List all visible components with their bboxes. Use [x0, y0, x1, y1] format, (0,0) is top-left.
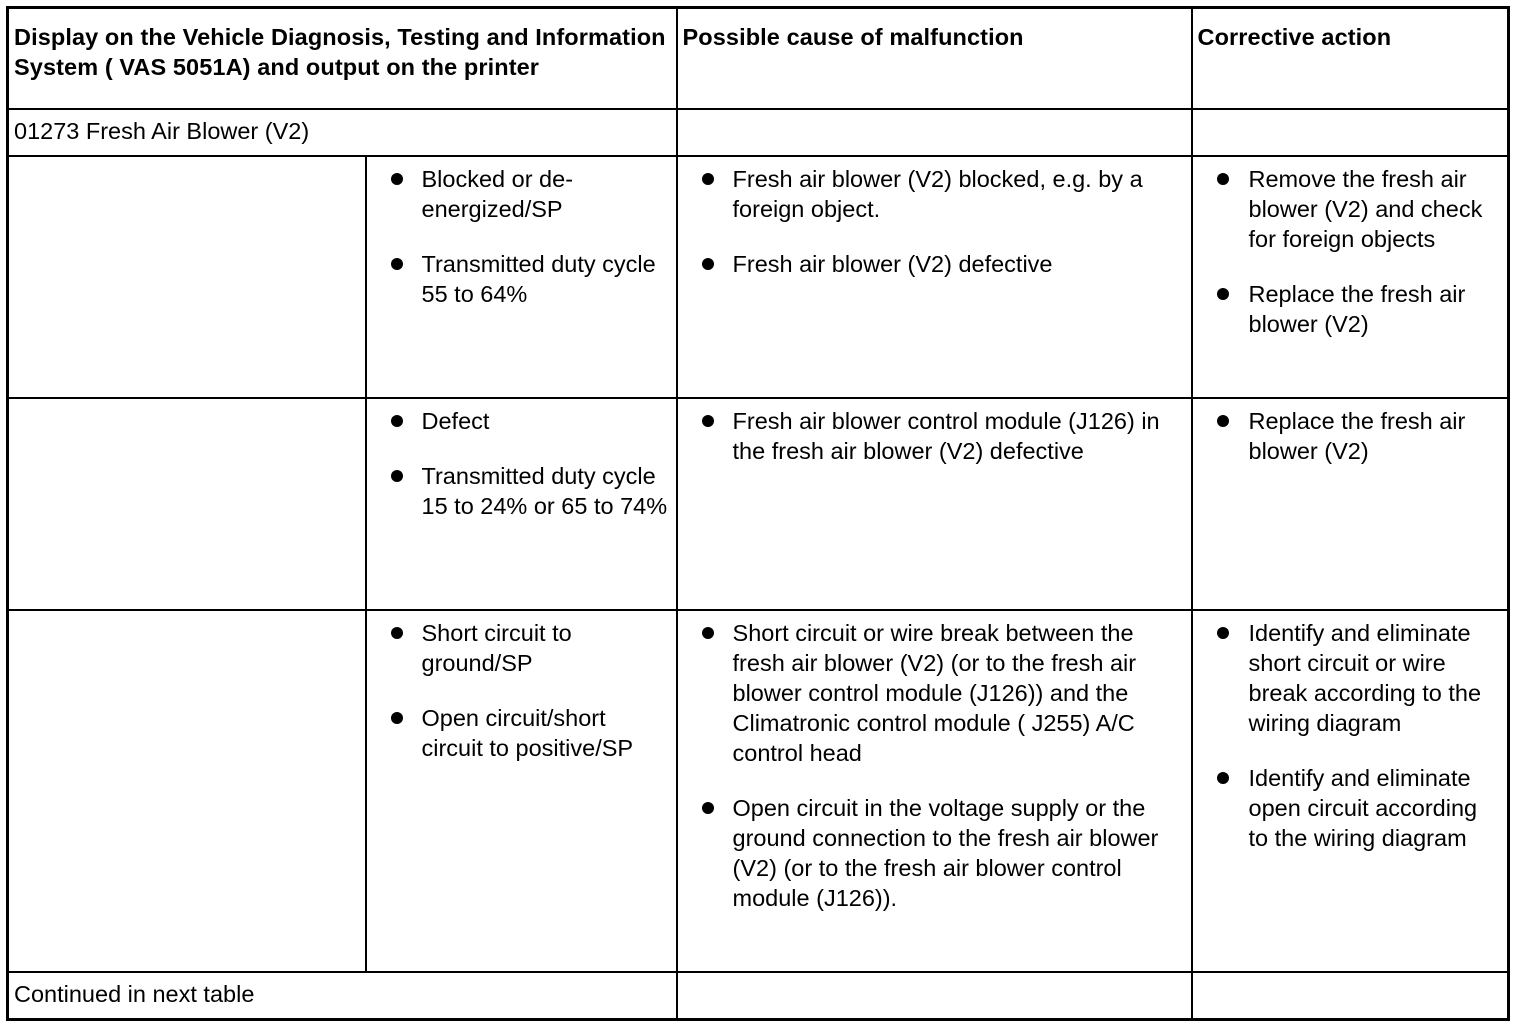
- continued-note: Continued in next table: [8, 972, 677, 1020]
- table-row: [8, 156, 1509, 398]
- bullet-icon: [702, 802, 714, 814]
- list-item: Remove the fresh air blower (V2) and check for foreign objects: [1193, 164, 1504, 254]
- list-item: Blocked or de-energized/SP: [367, 164, 672, 224]
- header-row: [8, 8, 1509, 110]
- bullet-icon: [391, 470, 403, 482]
- empty-cell: [8, 610, 366, 972]
- bullet-icon: [1217, 772, 1229, 784]
- list-item: Short circuit to ground/SP: [367, 618, 672, 678]
- bullet-icon: [391, 712, 403, 724]
- list-item: Short circuit or wire break between the fresh air blower (V2) (or to the fresh air blower control module (J126)) and the Climatronic control module ( J255) A/C control head: [678, 618, 1187, 768]
- bullet-icon: [391, 627, 403, 639]
- list-item: Identify and eliminate short circuit or wire break according to the wiring diagram: [1193, 618, 1504, 738]
- list-item: Transmitted duty cycle 55 to 64%: [367, 249, 672, 309]
- table-row: [8, 398, 1509, 610]
- cause-cell: [677, 156, 1192, 398]
- bullet-icon: [391, 258, 403, 270]
- bullet-icon: [1217, 288, 1229, 300]
- display-cell: [366, 398, 677, 610]
- list-item: Fresh air blower control module (J126) in the fresh air blower (V2) defective: [678, 406, 1187, 466]
- cause-cell: [677, 398, 1192, 610]
- bullet-icon: [1217, 627, 1229, 639]
- bullet-icon: [702, 258, 714, 270]
- list-item: Identify and eliminate open circuit according to the wiring diagram: [1193, 763, 1504, 853]
- display-cell: [366, 610, 677, 972]
- section-title: 01273 Fresh Air Blower (V2): [8, 109, 677, 156]
- table-row: [8, 610, 1509, 972]
- footer-row: [8, 972, 1509, 1020]
- list-item: Open circuit in the voltage supply or the ground connection to the fresh air blower (V2) (or to the fresh air blower control module (J126)).: [678, 793, 1187, 913]
- action-cell: [1192, 610, 1509, 972]
- empty-cell: [8, 156, 366, 398]
- bullet-icon: [702, 415, 714, 427]
- bullet-icon: [391, 415, 403, 427]
- section-title-row: [8, 109, 1509, 156]
- diagnosis-table: [6, 6, 1510, 1021]
- list-item: Defect: [367, 406, 672, 436]
- header-display: Display on the Vehicle Diagnosis, Testing and Information System ( VAS 5051A) and output on the printer: [8, 8, 677, 110]
- list-item: Replace the fresh air blower (V2): [1193, 406, 1504, 466]
- empty-cell: [8, 398, 366, 610]
- list-item: Open circuit/short circuit to positive/SP: [367, 703, 672, 763]
- list-item: Replace the fresh air blower (V2): [1193, 279, 1504, 339]
- header-cause: Possible cause of malfunction: [677, 8, 1192, 110]
- bullet-icon: [702, 627, 714, 639]
- action-cell: [1192, 156, 1509, 398]
- empty-cell: [1192, 109, 1509, 156]
- bullet-icon: [1217, 415, 1229, 427]
- header-action: Corrective action: [1192, 8, 1509, 110]
- list-item: Fresh air blower (V2) blocked, e.g. by a foreign object.: [678, 164, 1187, 224]
- empty-cell: [677, 972, 1192, 1020]
- bullet-icon: [391, 173, 403, 185]
- display-cell: [366, 156, 677, 398]
- list-item: Fresh air blower (V2) defective: [678, 249, 1187, 279]
- empty-cell: [1192, 972, 1509, 1020]
- cause-cell: [677, 610, 1192, 972]
- list-item: Transmitted duty cycle 15 to 24% or 65 to 74%: [367, 461, 672, 521]
- bullet-icon: [702, 173, 714, 185]
- action-cell: [1192, 398, 1509, 610]
- empty-cell: [677, 109, 1192, 156]
- bullet-icon: [1217, 173, 1229, 185]
